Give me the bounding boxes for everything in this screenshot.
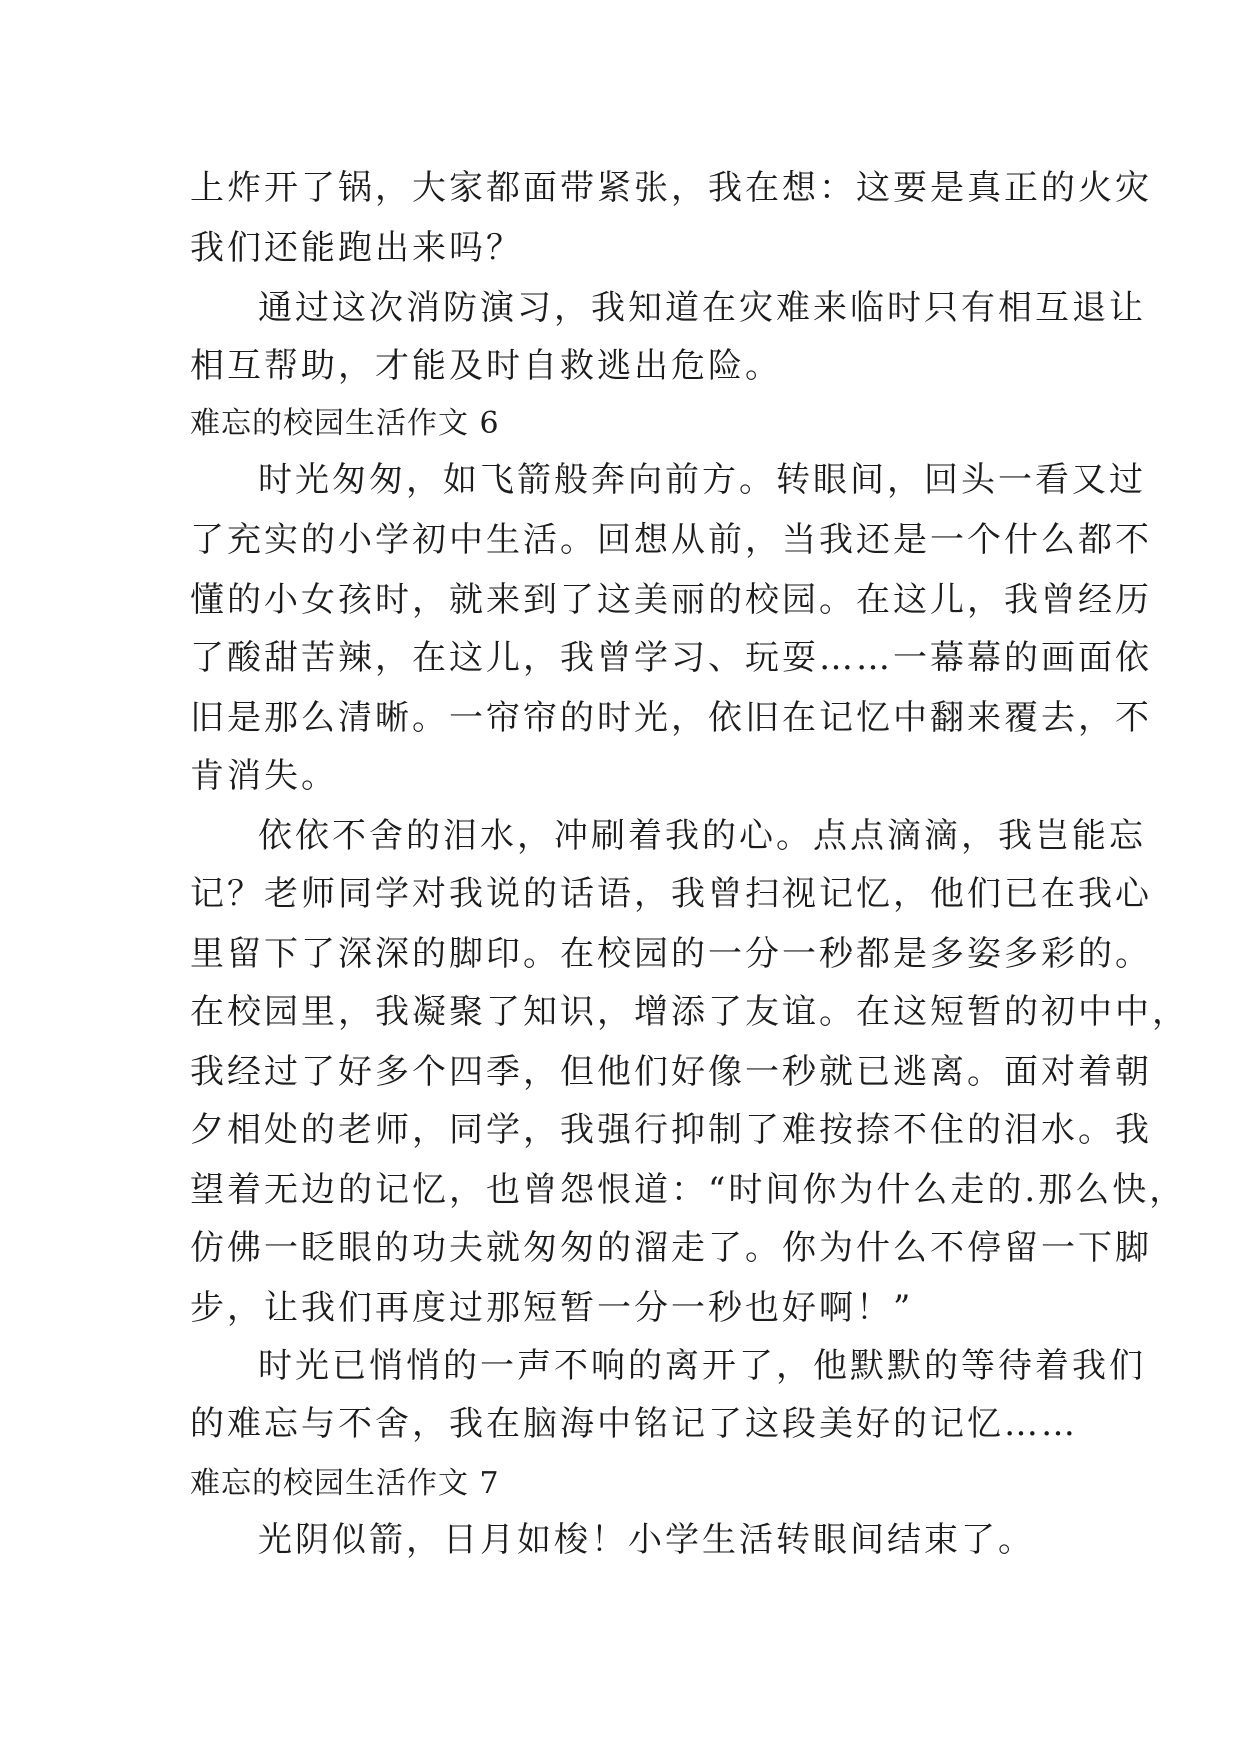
text-line: 我们还能跑出来吗？	[190, 228, 523, 268]
text-line: 步，让我们再度过那短暂一分一秒也好啊！”	[190, 1288, 914, 1328]
paragraph-first-line: 时光已悄悄的一声不响的离开了，他默默的等待着我们	[258, 1346, 1146, 1386]
section-heading: 难忘的校园生活作文 7	[190, 1466, 500, 1501]
text-line: 上炸开了锅，大家都面带紧张，我在想：这要是真正的火灾	[190, 168, 1152, 208]
text-line: 里留下了深深的脚印。在校园的一分一秒都是多姿多彩的。	[190, 934, 1152, 974]
text-line: 了酸甜苦辣，在这儿，我曾学习、玩耍……一幕幕的画面依	[190, 638, 1152, 678]
paragraph-first-line: 光阴似箭，日月如梭！小学生活转眼间结束了。	[258, 1520, 1035, 1560]
text-line: 懂的小女孩时，就来到了这美丽的校园。在这儿，我曾经历	[190, 580, 1152, 620]
text-line: 旧是那么清晰。一帘帘的时光，依旧在记忆中翻来覆去，不	[190, 698, 1152, 738]
text-line: 夕相处的老师，同学，我强行抑制了难按捺不住的泪水。我	[190, 1110, 1152, 1150]
text-line: 相互帮助，才能及时自救逃出危险。	[190, 346, 782, 386]
text-line: 了充实的小学初中生活。回想从前，当我还是一个什么都不	[190, 520, 1152, 560]
section-heading: 难忘的校园生活作文 6	[190, 406, 500, 441]
text-line: 我经过了好多个四季，但他们好像一秒就已逃离。面对着朝	[190, 1052, 1152, 1092]
text-line: 在校园里，我凝聚了知识，增添了友谊。在这短暂的初中中，	[190, 992, 1189, 1032]
text-line: 肯消失。	[190, 756, 338, 796]
paragraph-first-line: 时光匆匆，如飞箭般奔向前方。转眼间，回头一看又过	[258, 460, 1146, 500]
text-line: 记？老师同学对我说的话语，我曾扫视记忆，他们已在我心	[190, 874, 1152, 914]
text-line: 仿佛一眨眼的功夫就匆匆的溜走了。你为什么不停留一下脚	[190, 1228, 1152, 1268]
text-line: 的难忘与不舍，我在脑海中铭记了这段美好的记忆……	[190, 1404, 1078, 1444]
paragraph-first-line: 依依不舍的泪水，冲刷着我的心。点点滴滴，我岂能忘	[258, 816, 1146, 856]
paragraph-first-line: 通过这次消防演习，我知道在灾难来临时只有相互退让	[258, 288, 1146, 328]
text-line: 望着无边的记忆，也曾怨恨道：“时间你为什么走的.那么快，	[190, 1170, 1187, 1210]
